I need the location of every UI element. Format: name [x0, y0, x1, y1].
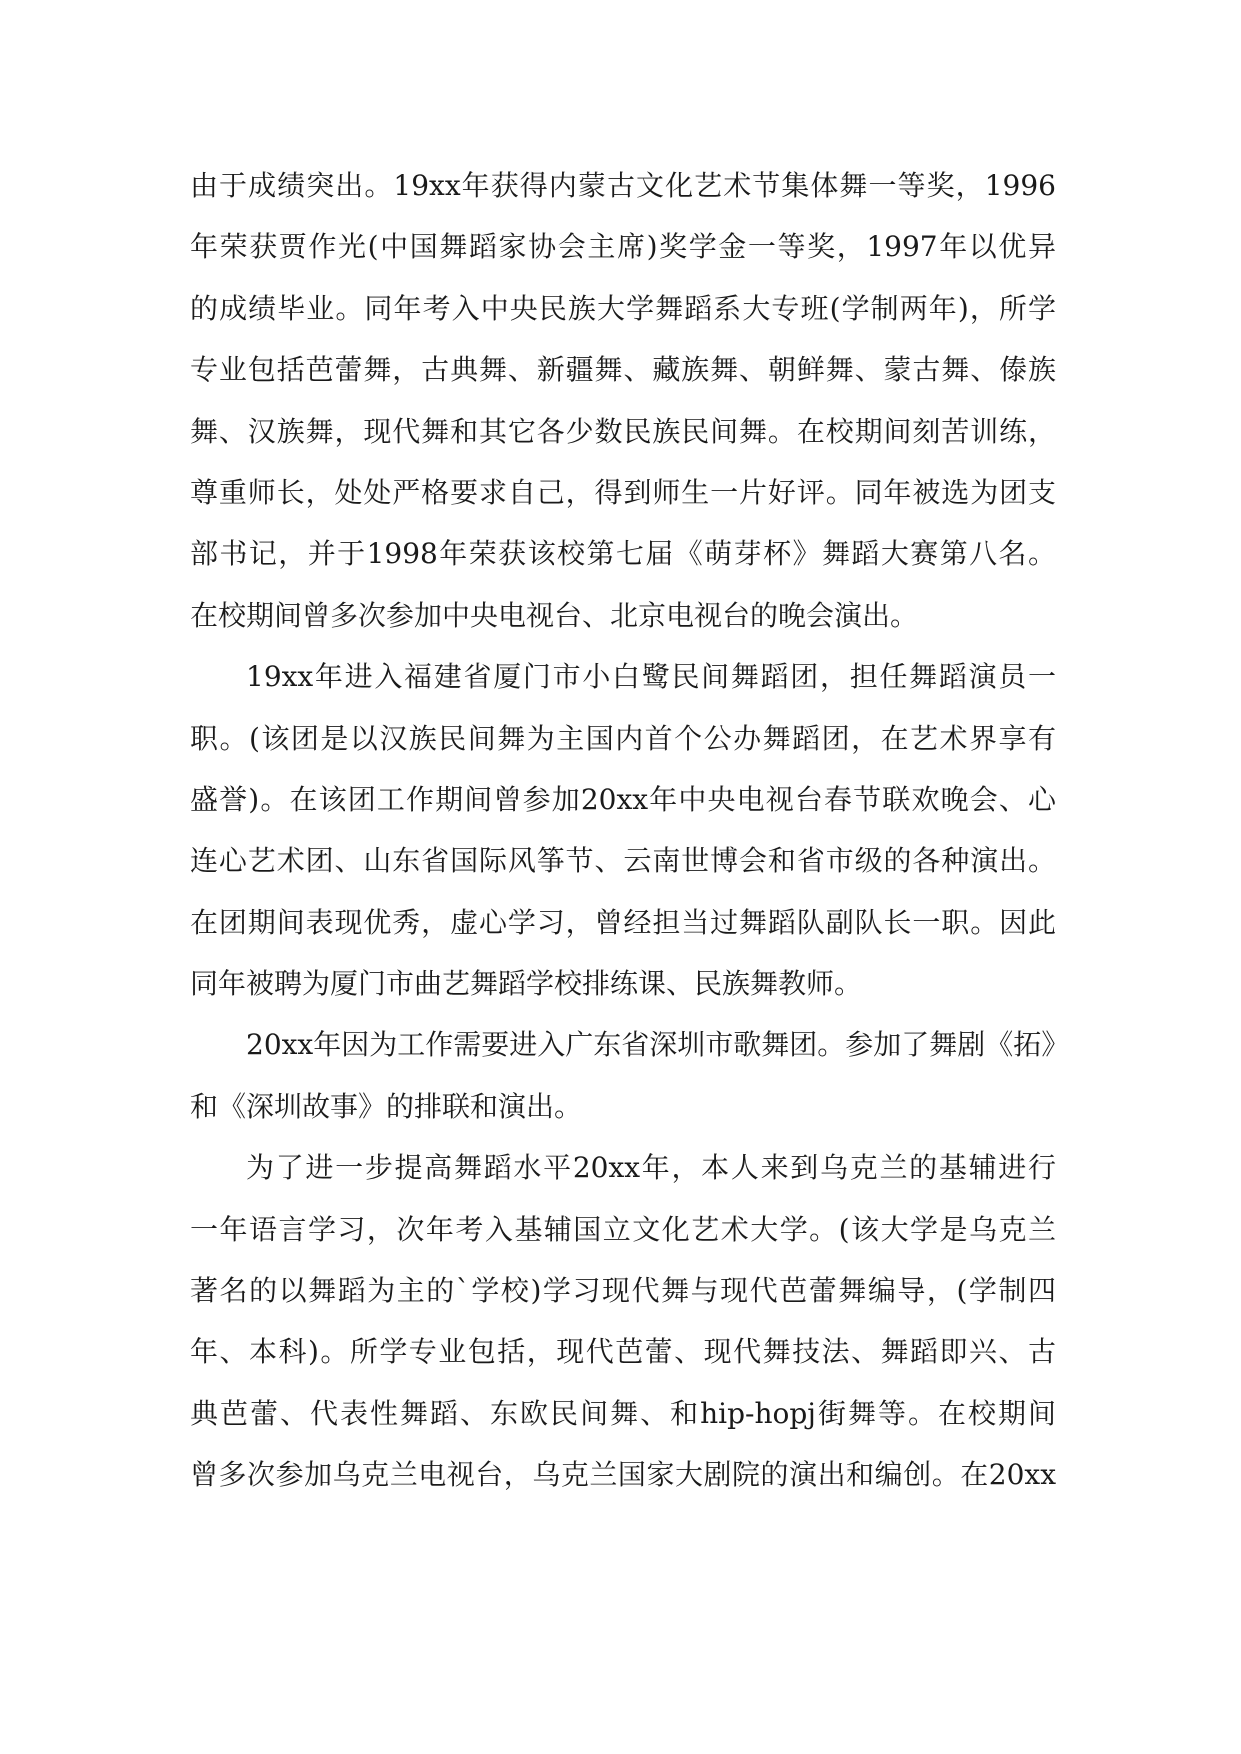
text-line: 在校期间曾多次参加中央电视台、北京电视台的晚会演出。	[190, 598, 919, 632]
text-line: 年、本科)。所学专业包括，现代芭蕾、现代舞技法、舞蹈即兴、古	[190, 1335, 1056, 1369]
text-line: 舞、汉族舞，现代舞和其它各少数民族民间舞。在校期间刻苦训练，	[190, 414, 1056, 448]
text-line: 盛誉)。在该团工作期间曾参加20xx年中央电视台春节联欢晚会、心	[190, 782, 1056, 816]
text-line: 连心艺术团、山东省国际风筝节、云南世博会和省市级的各种演出。	[190, 844, 1056, 878]
paragraph-3	[190, 1014, 1070, 1137]
text-line: 年荣获贾作光(中国舞蹈家协会主席)奖学金一等奖，1997年以优异	[190, 230, 1056, 264]
text-line: 典芭蕾、代表性舞蹈、东欧民间舞、和hip-hopj街舞等。在校期间	[190, 1396, 1056, 1430]
text-line: 著名的以舞蹈为主的`学校)学习现代舞与现代芭蕾舞编导，(学制四	[190, 1274, 1056, 1308]
text-line: 由于成绩突出。19xx年获得内蒙古文化艺术节集体舞一等奖，1996	[190, 169, 1056, 202]
text-line: 部书记，并于1998年荣获该校第七届《萌芽杯》舞蹈大赛第八名。	[190, 537, 1056, 571]
text-line: 为了进一步提高舞蹈水平20xx年，本人来到乌克兰的基辅进行	[246, 1151, 1056, 1185]
text-line: 20xx年因为工作需要进入广东省深圳市歌舞团。参加了舞剧《拓》	[246, 1028, 1070, 1062]
text-line: 曾多次参加乌克兰电视台，乌克兰国家大剧院的演出和编创。在20xx	[190, 1458, 1056, 1492]
paragraph-1	[190, 155, 1056, 646]
text-line: 和《深圳故事》的排联和演出。	[190, 1089, 583, 1123]
paragraph-4	[190, 1137, 1056, 1505]
text-line: 19xx年进入福建省厦门市小白鹭民间舞蹈团，担任舞蹈演员一	[246, 660, 1056, 694]
text-line: 专业包括芭蕾舞，古典舞、新疆舞、藏族舞、朝鲜舞、蒙古舞、傣族	[190, 353, 1056, 387]
text-line: 的成绩毕业。同年考入中央民族大学舞蹈系大专班(学制两年)，所学	[190, 291, 1056, 325]
text-line: 一年语言学习，次年考入基辅国立文化艺术大学。(该大学是乌克兰	[190, 1212, 1056, 1246]
text-line: 尊重师长，处处严格要求自己，得到师生一片好评。同年被选为团支	[190, 475, 1056, 509]
text-line: 职。(该团是以汉族民间舞为主国内首个公办舞蹈团，在艺术界享有	[190, 721, 1056, 755]
text-line: 在团期间表现优秀，虚心学习，曾经担当过舞蹈队副队长一职。因此	[190, 905, 1056, 939]
text-line: 同年被聘为厦门市曲艺舞蹈学校排练课、民族舞教师。	[190, 967, 863, 1001]
paragraph-2	[190, 646, 1056, 1014]
document-body	[190, 155, 1070, 1506]
